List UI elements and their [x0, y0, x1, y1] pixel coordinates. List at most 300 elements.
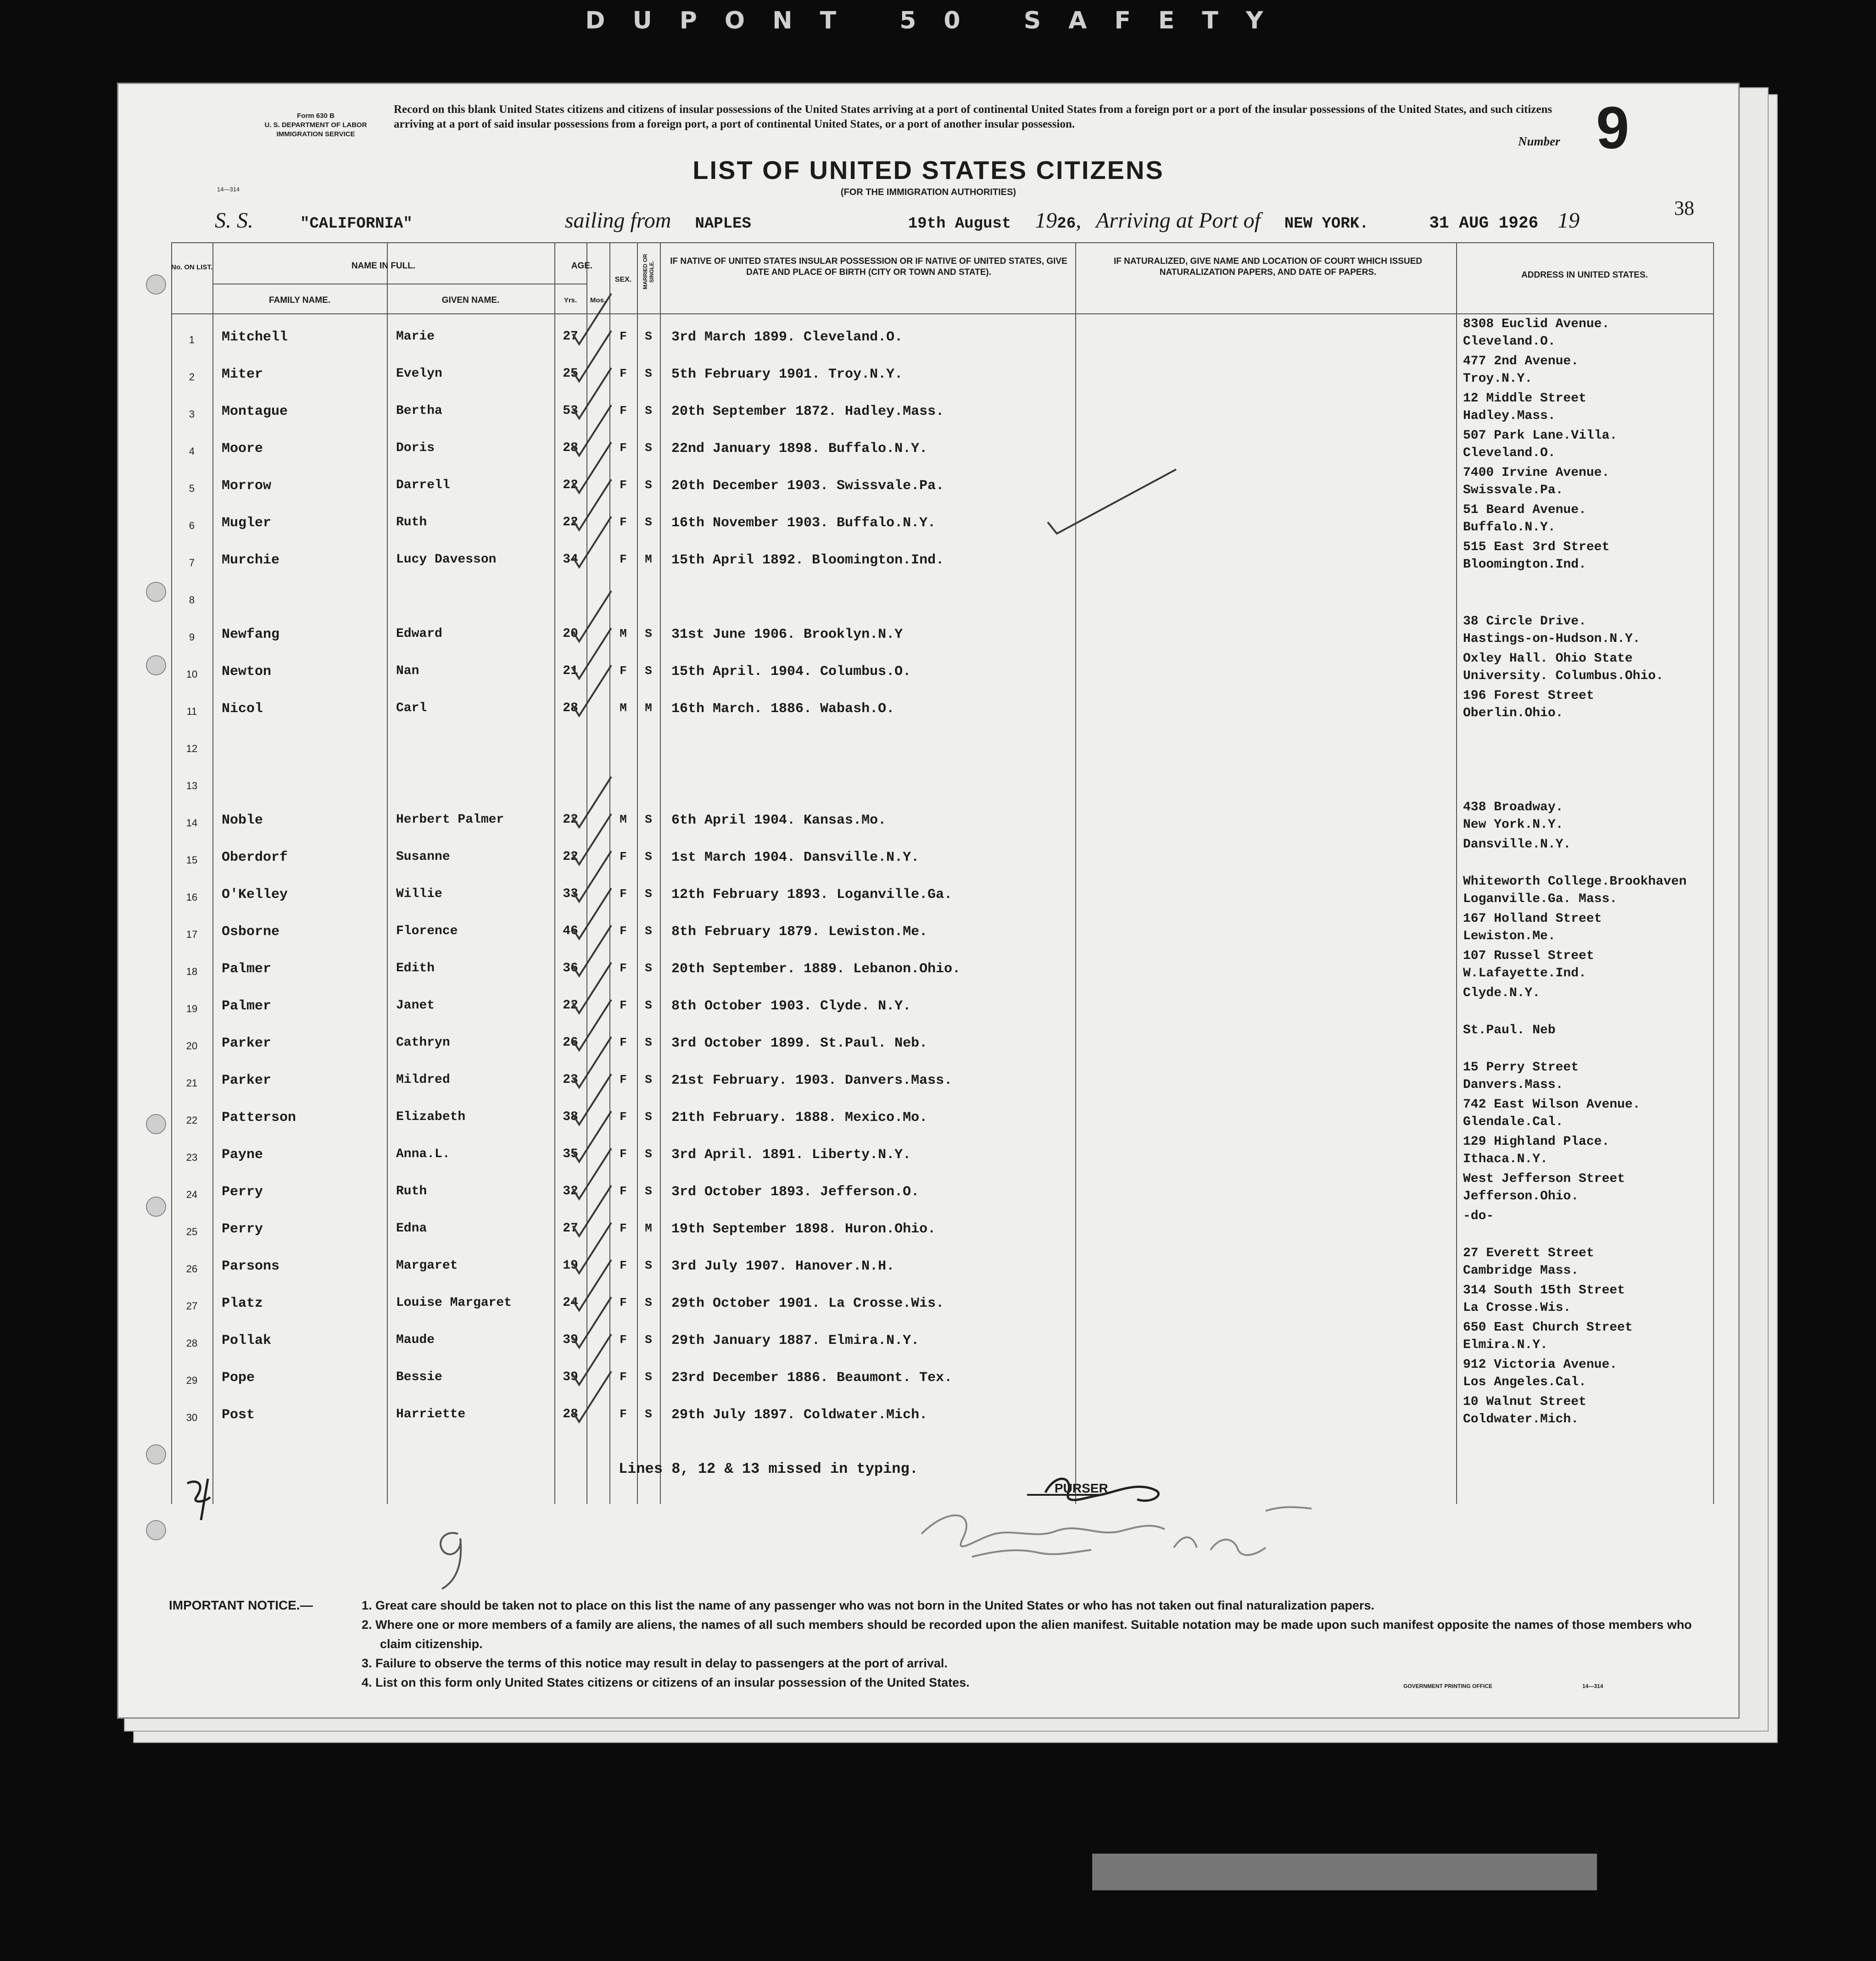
marital-status: S	[645, 1110, 652, 1124]
given-name: Bessie	[396, 1370, 442, 1384]
age-years: 35	[563, 1147, 578, 1161]
ship-name: "CALIFORNIA"	[300, 215, 413, 233]
sex: F	[620, 924, 627, 938]
given-name: Louise Margaret	[396, 1296, 512, 1310]
service-name: IMMIGRATION SERVICE	[276, 130, 355, 138]
ss-label: S. S.	[215, 208, 253, 233]
given-name: Edward	[396, 627, 442, 641]
marital-status: S	[645, 664, 652, 678]
col-age: AGE.	[571, 261, 593, 271]
row-number: 25	[186, 1226, 198, 1237]
given-name: Maude	[396, 1333, 435, 1347]
address-line: Coldwater.Mich.	[1463, 1412, 1579, 1426]
marital-status: S	[645, 961, 652, 975]
birth-date-place: 31st June 1906. Brooklyn.N.Y	[671, 627, 903, 642]
check-mark	[573, 1260, 611, 1310]
notice-item: 1. Great care should be taken not to place on this list the name of any passenger who was not born in the United States or who has not taken out final naturalization papers.	[362, 1599, 1374, 1612]
sex: F	[620, 887, 627, 901]
family-name: Montague	[222, 404, 288, 419]
record-notice: Record on this blank United States citizens and citizens of insular possessions of the United States arriving at a port of continental United States from a foreign port or a port of the insular possessions of the United States, and such citizens arriving at a port of said insular possessions from a foreign port, a port of continental United States, or a port of another insular possession.	[394, 103, 1552, 130]
age-years: 25	[563, 367, 578, 381]
birth-date-place: 15th April. 1904. Columbus.O.	[671, 664, 911, 680]
given-name: Florence	[396, 924, 458, 938]
check-mark	[573, 777, 611, 827]
check-mark	[573, 1111, 611, 1162]
row-number: 16	[186, 891, 198, 903]
row-number: 2	[189, 371, 195, 383]
row-number: 17	[186, 929, 198, 940]
family-name: Perry	[222, 1184, 263, 1200]
family-name: Parker	[222, 1036, 272, 1051]
address-line: 7400 Irvine Avenue.	[1463, 466, 1610, 480]
marital-status: S	[645, 1296, 652, 1309]
check-mark	[573, 1223, 611, 1273]
given-name: Susanne	[396, 850, 450, 864]
age-years: 27	[563, 329, 578, 344]
family-name: Mitchell	[222, 329, 288, 345]
age-years: 39	[563, 1333, 578, 1347]
col-given-name: GIVEN NAME.	[441, 295, 500, 305]
marital-status: S	[645, 887, 652, 901]
age-years: 22	[563, 850, 578, 864]
marital-status: S	[645, 1073, 652, 1086]
sex: F	[620, 404, 627, 418]
department-name: U. S. DEPARTMENT OF LABOR	[264, 121, 367, 129]
punch-hole	[146, 274, 166, 295]
sex: F	[620, 515, 627, 529]
row-number: 30	[186, 1412, 198, 1423]
address-line: -do-	[1463, 1209, 1494, 1223]
check-mark	[573, 517, 611, 567]
marital-status: S	[645, 850, 652, 864]
purser-label: PURSER	[1055, 1481, 1108, 1495]
departure-date: 19th August	[908, 215, 1011, 233]
birth-date-place: 20th September. 1889. Lebanon.Ohio.	[671, 961, 961, 977]
sex: F	[620, 961, 627, 975]
address-line: Jefferson.Ohio.	[1463, 1189, 1579, 1203]
address-line: Bloomington.Ind.	[1463, 557, 1586, 572]
address-line: Cleveland.O.	[1463, 446, 1556, 460]
family-name: Miter	[222, 367, 263, 382]
birth-date-place: 23rd December 1886. Beaumont. Tex.	[671, 1370, 953, 1386]
birth-date-place: 29th January 1887. Elmira.N.Y.	[671, 1333, 920, 1348]
age-years: 28	[563, 1407, 578, 1421]
address-line: 314 South 15th Street	[1463, 1283, 1625, 1298]
check-mark	[573, 331, 611, 381]
given-name: Edna	[396, 1221, 427, 1236]
marital-status: M	[645, 552, 652, 566]
given-name: Marie	[396, 329, 435, 344]
row-number: 9	[189, 631, 195, 643]
family-name: Parker	[222, 1073, 272, 1088]
given-name: Ruth	[396, 1184, 427, 1198]
notice-heading: IMPORTANT NOTICE.—	[169, 1598, 313, 1612]
address-line: 107 Russel Street	[1463, 949, 1594, 963]
given-name: Willie	[396, 887, 442, 901]
birth-date-place: 8th February 1879. Lewiston.Me.	[671, 924, 928, 940]
list-number: 9	[1596, 94, 1630, 161]
sex: F	[620, 664, 627, 678]
col-sex: SEX.	[614, 276, 632, 284]
col-birth: IF NATIVE OF UNITED STATES INSULAR POSSESSION OR IF NATIVE OF UNITED STATES, GIVE DATE AND PLACE OF BIRTH (CITY OR TOWN AND STATE).	[670, 256, 1067, 277]
col-yrs: Yrs.	[564, 296, 577, 304]
address-line: 650 East Church Street	[1463, 1320, 1633, 1335]
marital-status: S	[645, 813, 652, 826]
check-mark	[573, 1148, 611, 1199]
check-mark	[573, 1000, 611, 1050]
row-number: 29	[186, 1375, 198, 1386]
check-mark	[573, 591, 611, 641]
address-line: West Jefferson Street	[1463, 1172, 1625, 1186]
address-line: Buffalo.N.Y.	[1463, 520, 1556, 535]
check-mark	[573, 925, 611, 976]
address-line: St.Paul. Neb	[1463, 1023, 1556, 1037]
check-mark	[1048, 469, 1176, 534]
address-line: 12 Middle Street	[1463, 391, 1586, 406]
row-number: 3	[189, 408, 195, 420]
age-years: 27	[563, 1221, 578, 1236]
sex: F	[620, 1259, 627, 1272]
address-line: W.Lafayette.Ind.	[1463, 966, 1586, 980]
age-years: 19	[563, 1259, 578, 1273]
check-mark	[573, 1334, 611, 1385]
address-line: 8308 Euclid Avenue.	[1463, 317, 1610, 331]
family-name: Newton	[222, 664, 272, 680]
birth-date-place: 12th February 1893. Loganville.Ga.	[671, 887, 953, 903]
given-name: Elizabeth	[396, 1110, 466, 1124]
row-number: 26	[186, 1263, 198, 1275]
family-name: Moore	[222, 441, 263, 457]
address-line: New York.N.Y.	[1463, 818, 1563, 832]
birth-date-place: 8th October 1903. Clyde. N.Y.	[671, 998, 911, 1014]
handwritten-mark	[183, 1474, 224, 1525]
address-line: Cleveland.O.	[1463, 334, 1556, 349]
voyage-line: S. S. "CALIFORNIA" sailing from NAPLES 19th August 1926, Arriving at Port of NEW YORK. 31 AUG 1926 19	[215, 208, 1580, 233]
marital-status: S	[645, 404, 652, 418]
family-name: Murchie	[222, 552, 280, 568]
age-years: 22	[563, 813, 578, 827]
year-suffix: 26	[1057, 215, 1076, 233]
birth-date-place: 15th April 1892. Bloomington.Ind.	[671, 552, 944, 568]
row-number: 10	[186, 669, 198, 680]
row-number: 1	[189, 334, 195, 345]
sex: F	[620, 478, 627, 492]
marital-status: S	[645, 515, 652, 529]
given-name: Nan	[396, 664, 419, 678]
given-name: Evelyn	[396, 367, 442, 381]
age-years: 21	[563, 664, 578, 678]
address-line: 515 East 3rd Street	[1463, 540, 1610, 554]
printer-code: 14—314	[1582, 1683, 1603, 1689]
check-mark	[573, 1371, 611, 1422]
handwritten-nine	[421, 1520, 476, 1593]
birth-date-place: 20th September 1872. Hadley.Mass.	[671, 404, 944, 419]
given-name: Janet	[396, 998, 435, 1013]
sex: F	[620, 1110, 627, 1124]
col-naturalized: IF NATURALIZED, GIVE NAME AND LOCATION OF COURT WHICH ISSUED NATURALIZATION PAPERS, AND DATE OF PAPERS.	[1113, 256, 1422, 277]
punch-hole	[146, 1114, 166, 1134]
birth-date-place: 21th February. 1888. Mexico.Mo.	[671, 1110, 928, 1125]
marital-status: M	[645, 1221, 652, 1235]
row-number: 14	[186, 817, 198, 829]
sex: M	[620, 701, 627, 715]
passenger-table	[171, 242, 1713, 1504]
sex: F	[620, 850, 627, 864]
address-line: 477 2nd Avenue.	[1463, 354, 1579, 368]
given-name: Margaret	[396, 1259, 458, 1273]
sex: F	[620, 1036, 627, 1049]
row-number: 15	[186, 854, 198, 866]
row-number: 12	[186, 743, 198, 754]
check-mark	[573, 368, 611, 418]
address-line: 15 Perry Street	[1463, 1060, 1579, 1075]
given-name: Ruth	[396, 515, 427, 529]
family-name: Patterson	[222, 1110, 296, 1125]
address-line: 38 Circle Drive.	[1463, 614, 1586, 629]
departure-port: NAPLES	[695, 215, 751, 233]
family-name: O'Kelley	[222, 887, 288, 903]
row-number: 18	[186, 966, 198, 977]
age-years: 36	[563, 961, 578, 975]
birth-date-place: 3rd October 1899. St.Paul. Neb.	[671, 1036, 928, 1051]
given-name: Mildred	[396, 1073, 450, 1087]
col-mos: Mos.	[590, 296, 606, 304]
address-line: Lewiston.Me.	[1463, 929, 1556, 943]
address-line: Clyde.N.Y.	[1463, 986, 1541, 1000]
arrival-port: NEW YORK.	[1284, 215, 1369, 233]
row-number: 23	[186, 1152, 198, 1163]
address-line: 438 Broadway.	[1463, 800, 1563, 814]
address-line: Swissvale.Pa.	[1463, 483, 1563, 497]
address-line: Glendale.Cal.	[1463, 1115, 1563, 1129]
address-line: La Crosse.Wis.	[1463, 1301, 1571, 1315]
family-name: Palmer	[222, 998, 272, 1014]
col-address: ADDRESS IN UNITED STATES.	[1521, 270, 1648, 280]
age-years: 34	[563, 552, 578, 567]
age-years: 28	[563, 441, 578, 455]
address-line: Oberlin.Ohio.	[1463, 706, 1563, 720]
sex: F	[620, 1333, 627, 1347]
row-number: 4	[189, 446, 195, 457]
address-line: 507 Park Lane.Villa.	[1463, 429, 1618, 443]
row-number: 7	[189, 557, 195, 568]
check-mark	[573, 1037, 611, 1087]
family-name: Morrow	[222, 478, 272, 494]
family-name: Newfang	[222, 627, 280, 642]
page-subtitle: (FOR THE IMMIGRATION AUTHORITIES)	[840, 187, 1016, 197]
page-title: LIST OF UNITED STATES CITIZENS	[692, 156, 1164, 184]
notice-item: 2. Where one or more members of a family are aliens, the names of all such members should be recorded upon the alien manifest. Suitable notation may be made upon such manifest opposite the names of those members who claim citizenship.	[362, 1618, 1692, 1651]
age-years: 24	[563, 1296, 578, 1310]
given-name: Lucy Davesson	[396, 552, 497, 567]
given-name: Bertha	[396, 404, 442, 418]
row-number: 24	[186, 1189, 198, 1200]
given-name: Harriette	[396, 1407, 466, 1421]
birth-date-place: 3rd October 1893. Jefferson.O.	[671, 1184, 920, 1200]
printer-credit: GOVERNMENT PRINTING OFFICE	[1403, 1683, 1493, 1689]
birth-date-place: 6th April 1904. Kansas.Mo.	[671, 813, 887, 828]
age-years: 23	[563, 1073, 578, 1087]
col-married-or-single: MARRIED OR SINGLE.	[642, 254, 655, 290]
film-edge-header: DUPONT 50 SAFETY	[585, 7, 1291, 34]
family-name: Pope	[222, 1370, 255, 1386]
given-name: Doris	[396, 441, 435, 455]
age-years: 53	[563, 404, 578, 418]
birth-date-place: 3rd April. 1891. Liberty.N.Y.	[671, 1147, 911, 1163]
year2-prefix: 19	[1558, 208, 1580, 233]
age-years: 33	[563, 887, 578, 901]
row-number: 27	[186, 1300, 198, 1312]
birth-date-place: 3rd March 1899. Cleveland.O.	[671, 329, 903, 345]
notice-item: 4. List on this form only United States citizens or citizens of an insular possession of the United States.	[362, 1676, 970, 1689]
col-name-in-full: NAME IN FULL.	[351, 261, 416, 271]
sex: F	[620, 1073, 627, 1086]
check-mark	[573, 888, 611, 939]
check-mark	[573, 628, 611, 679]
check-mark	[573, 665, 611, 716]
address-line: Dansville.N.Y.	[1463, 837, 1571, 852]
given-name: Carl	[396, 701, 427, 715]
row-number: 19	[186, 1003, 198, 1014]
film-edge-strip	[1092, 1854, 1597, 1890]
given-name: Anna.L.	[396, 1147, 450, 1161]
address-line: Troy.N.Y.	[1463, 372, 1533, 386]
typing-note: Lines 8, 12 & 13 missed in typing.	[619, 1460, 918, 1477]
age-years: 26	[563, 1036, 578, 1050]
check-mark	[573, 405, 611, 456]
row-number: 8	[189, 594, 195, 606]
check-mark	[573, 442, 611, 493]
check-mark	[573, 963, 611, 1013]
marital-status: S	[645, 478, 652, 492]
row-number: 5	[189, 483, 195, 494]
sex: F	[620, 1407, 627, 1421]
page-side-number: 38	[1674, 197, 1694, 219]
year-prefix: 19	[1035, 208, 1057, 233]
address-line: 129 Highland Place.	[1463, 1135, 1610, 1149]
inspector-check-marks	[171, 242, 1713, 1504]
age-years: 22	[563, 515, 578, 529]
notice-item: 3. Failure to observe the terms of this notice may result in delay to passengers at the port of arrival.	[362, 1656, 948, 1670]
punch-hole	[146, 655, 166, 675]
check-mark	[573, 851, 611, 902]
address-line: Oxley Hall. Ohio State	[1463, 652, 1633, 666]
punch-hole	[146, 1444, 166, 1465]
marital-status: S	[645, 1036, 652, 1049]
sailing-from-label: sailing from	[564, 208, 671, 233]
address-line: 51 Beard Avenue.	[1463, 503, 1586, 517]
given-name: Herbert Palmer	[396, 813, 504, 827]
address-line: Elmira.N.Y.	[1463, 1338, 1548, 1352]
family-name: Perry	[222, 1221, 263, 1237]
address-line: Los Angeles.Cal.	[1463, 1375, 1586, 1389]
birth-date-place: 16th March. 1886. Wabash.O.	[671, 701, 895, 717]
check-mark	[573, 1297, 611, 1348]
address-line: 10 Walnut Street	[1463, 1395, 1586, 1409]
address-line: Danvers.Mass.	[1463, 1078, 1563, 1092]
address-line: Ithaca.N.Y.	[1463, 1152, 1548, 1166]
arriving-label: Arriving at Port of	[1096, 208, 1261, 233]
age-years: 22	[563, 478, 578, 492]
family-name: Palmer	[222, 961, 272, 977]
row-number: 20	[186, 1040, 198, 1052]
arrival-date-stamp: 31 AUG 1926	[1429, 214, 1539, 233]
marital-status: S	[645, 1370, 652, 1384]
family-name: Payne	[222, 1147, 263, 1163]
family-name: Parsons	[222, 1259, 280, 1274]
address-line: University. Columbus.Ohio.	[1463, 669, 1664, 683]
age-years: 22	[563, 998, 578, 1013]
check-mark	[573, 294, 611, 344]
age-years: 28	[563, 701, 578, 715]
family-name: Post	[222, 1407, 255, 1423]
given-name: Edith	[396, 961, 435, 975]
address-line: 27 Everett Street	[1463, 1246, 1594, 1260]
family-name: Nicol	[222, 701, 263, 717]
address-line: Whiteworth College.Brookhaven	[1463, 875, 1687, 889]
birth-date-place: 29th October 1901. La Crosse.Wis.	[671, 1296, 944, 1311]
sex: F	[620, 367, 627, 380]
marital-status: M	[645, 701, 652, 715]
form-number: Form 630 B	[297, 112, 335, 120]
birth-date-place: 3rd July 1907. Hanover.N.H.	[671, 1259, 895, 1274]
birth-date-place: 1st March 1904. Dansville.N.Y.	[671, 850, 920, 865]
given-name: Cathryn	[396, 1036, 450, 1050]
row-number: 28	[186, 1337, 198, 1349]
marital-status: S	[645, 1147, 652, 1161]
address-line: 912 Victoria Avenue.	[1463, 1358, 1618, 1372]
print-code: 14—314	[217, 186, 240, 193]
check-mark	[573, 1074, 611, 1125]
marital-status: S	[645, 441, 652, 455]
age-years: 38	[563, 1110, 578, 1124]
family-name: Pollak	[222, 1333, 272, 1348]
sex: F	[620, 552, 627, 566]
family-name: Osborne	[222, 924, 280, 940]
signatures	[853, 1456, 1449, 1593]
marital-status: S	[645, 924, 652, 938]
address-line: Loganville.Ga. Mass.	[1463, 892, 1618, 906]
col-family-name: FAMILY NAME.	[268, 295, 331, 305]
punch-hole	[146, 1520, 166, 1540]
address-line: Cambridge Mass.	[1463, 1264, 1579, 1278]
sex: F	[620, 1221, 627, 1235]
manifest-page	[117, 83, 1740, 1719]
marital-status: S	[645, 1407, 652, 1421]
sex: F	[620, 1296, 627, 1309]
marital-status: S	[645, 329, 652, 343]
sex: F	[620, 329, 627, 343]
sex: M	[620, 627, 627, 641]
col-no-on-list: No. ON LIST.	[171, 263, 212, 271]
row-number: 21	[186, 1077, 198, 1089]
address-line: 196 Forest Street	[1463, 689, 1594, 703]
marital-status: S	[645, 1184, 652, 1198]
birth-date-place: 19th September 1898. Huron.Ohio.	[671, 1221, 936, 1237]
birth-date-place: 29th July 1897. Coldwater.Mich.	[671, 1407, 928, 1423]
age-years: 32	[563, 1184, 578, 1198]
address-line: Hastings-on-Hudson.N.Y.	[1463, 632, 1641, 646]
check-mark	[573, 1186, 611, 1236]
age-years: 46	[563, 924, 578, 938]
row-number: 11	[186, 706, 197, 717]
family-name: Oberdorf	[222, 850, 288, 865]
sex: M	[620, 813, 627, 826]
sex: F	[620, 998, 627, 1012]
row-number: 13	[186, 780, 198, 791]
punch-hole	[146, 582, 166, 602]
address-line: Hadley.Mass.	[1463, 409, 1556, 423]
